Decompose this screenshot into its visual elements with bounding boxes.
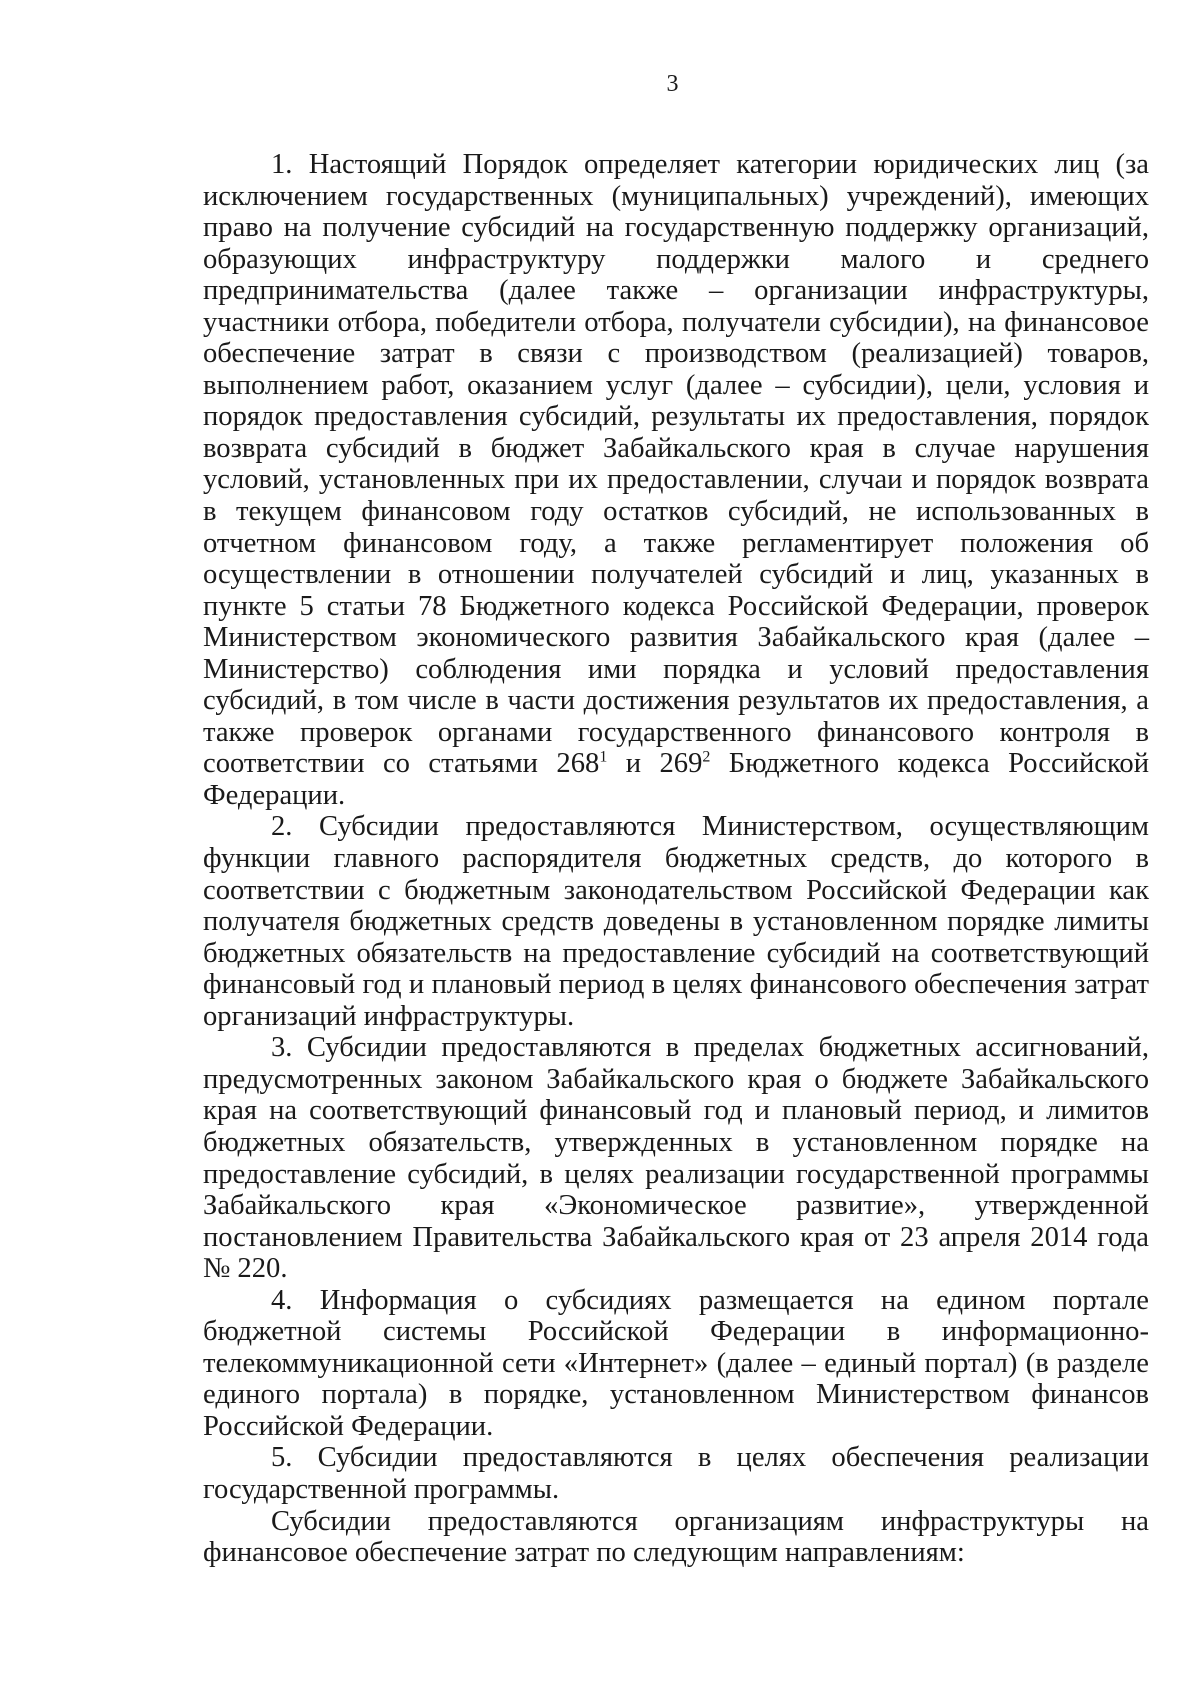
superscript-2: 2 bbox=[702, 748, 711, 766]
paragraph-3: 3. Субсидии предоставляются в пределах бюджетных ассигнований, предусмотренных законом Забайкальского края о бюджете Забайкальского края на соответствующий финансовый год и плановый период, и лимитов бюджетных обязательств, утвержденных в установленном порядке на предоставление субсидий, в целях реализации государственной программы Забайкальского края «Экономическое развитие», утвержденной постановлением Правительства Забайкальского края от 23 апреля 2014 года № 220. bbox=[203, 1032, 1149, 1285]
superscript-1: 1 bbox=[599, 748, 608, 766]
paragraph-1-mid: и 269 bbox=[607, 748, 703, 780]
paragraph-2: 2. Субсидии предоставляются Министерством, осуществляющим функции главного распорядителя бюджетных средств, до которого в соответствии с бюджетным законодательством Российской Федерации как получателя бюджетных средств доведены в установленном порядке лимиты бюджетных обязательств на предоставление субсидий на соответствующий финансовый год и плановый период в целях финансового обеспечения затрат организаций инфраструктуры. bbox=[203, 811, 1149, 1032]
document-body bbox=[203, 149, 1149, 1569]
paragraph-1 bbox=[203, 149, 1149, 811]
page-number: 3 bbox=[666, 71, 679, 97]
paragraph-6: Субсидии предоставляются организациям инфраструктуры на финансовое обеспечение затрат по следующим направлениям: bbox=[203, 1505, 1149, 1569]
paragraph-1-text: 1. Настоящий Порядок определяет категории юридических лиц (за исключением государственных (муниципальных) учреждений), имеющих право на получение субсидий на государственную поддержку организаций, образующих инфраструктуру поддержки малого и среднего предпринимательства (далее также – организации инфраструктуры, участники отбора, победители отбора, получатели субсидии), на финансовое обеспечение затрат в связи с производством (реализацией) товаров, выполнением работ, оказанием услуг (далее – субсидии), цели, условия и порядок предоставления субсидий, результаты их предоставления, порядок возврата субсидий в бюджет Забайкальского края в случае нарушения условий, установленных при их предоставлении, случаи и порядок возврата в текущем финансовом году остатков субсидий, не использованных в отчетном финансовом году, а также регламентирует положения об осуществлении в отношении получателей субсидий и лиц, указанных в пункте 5 статьи 78 Бюджетного кодекса Российской Федерации, проверок Министерством экономического развития Забайкальского края (далее – Министерство) соблюдения ими порядка и условий предоставления субсидий, в том числе в части достижения результатов их предоставления, а также проверок органами государственного финансового контроля в соответствии со статьями 268 bbox=[203, 149, 1149, 780]
paragraph-5: 5. Субсидии предоставляются в целях обеспечения реализации государственной программы. bbox=[203, 1442, 1149, 1505]
paragraph-4: 4. Информация о субсидиях размещается на едином портале бюджетной системы Российской Федерации в информационно-телекоммуникационной сети «Интернет» (далее – единый портал) (в разделе единого портала) в порядке, установленном Министерством финансов Российской Федерации. bbox=[203, 1284, 1149, 1442]
paragraph-1-end: Бюджетного кодекса Российской Федерации. bbox=[203, 748, 1149, 811]
